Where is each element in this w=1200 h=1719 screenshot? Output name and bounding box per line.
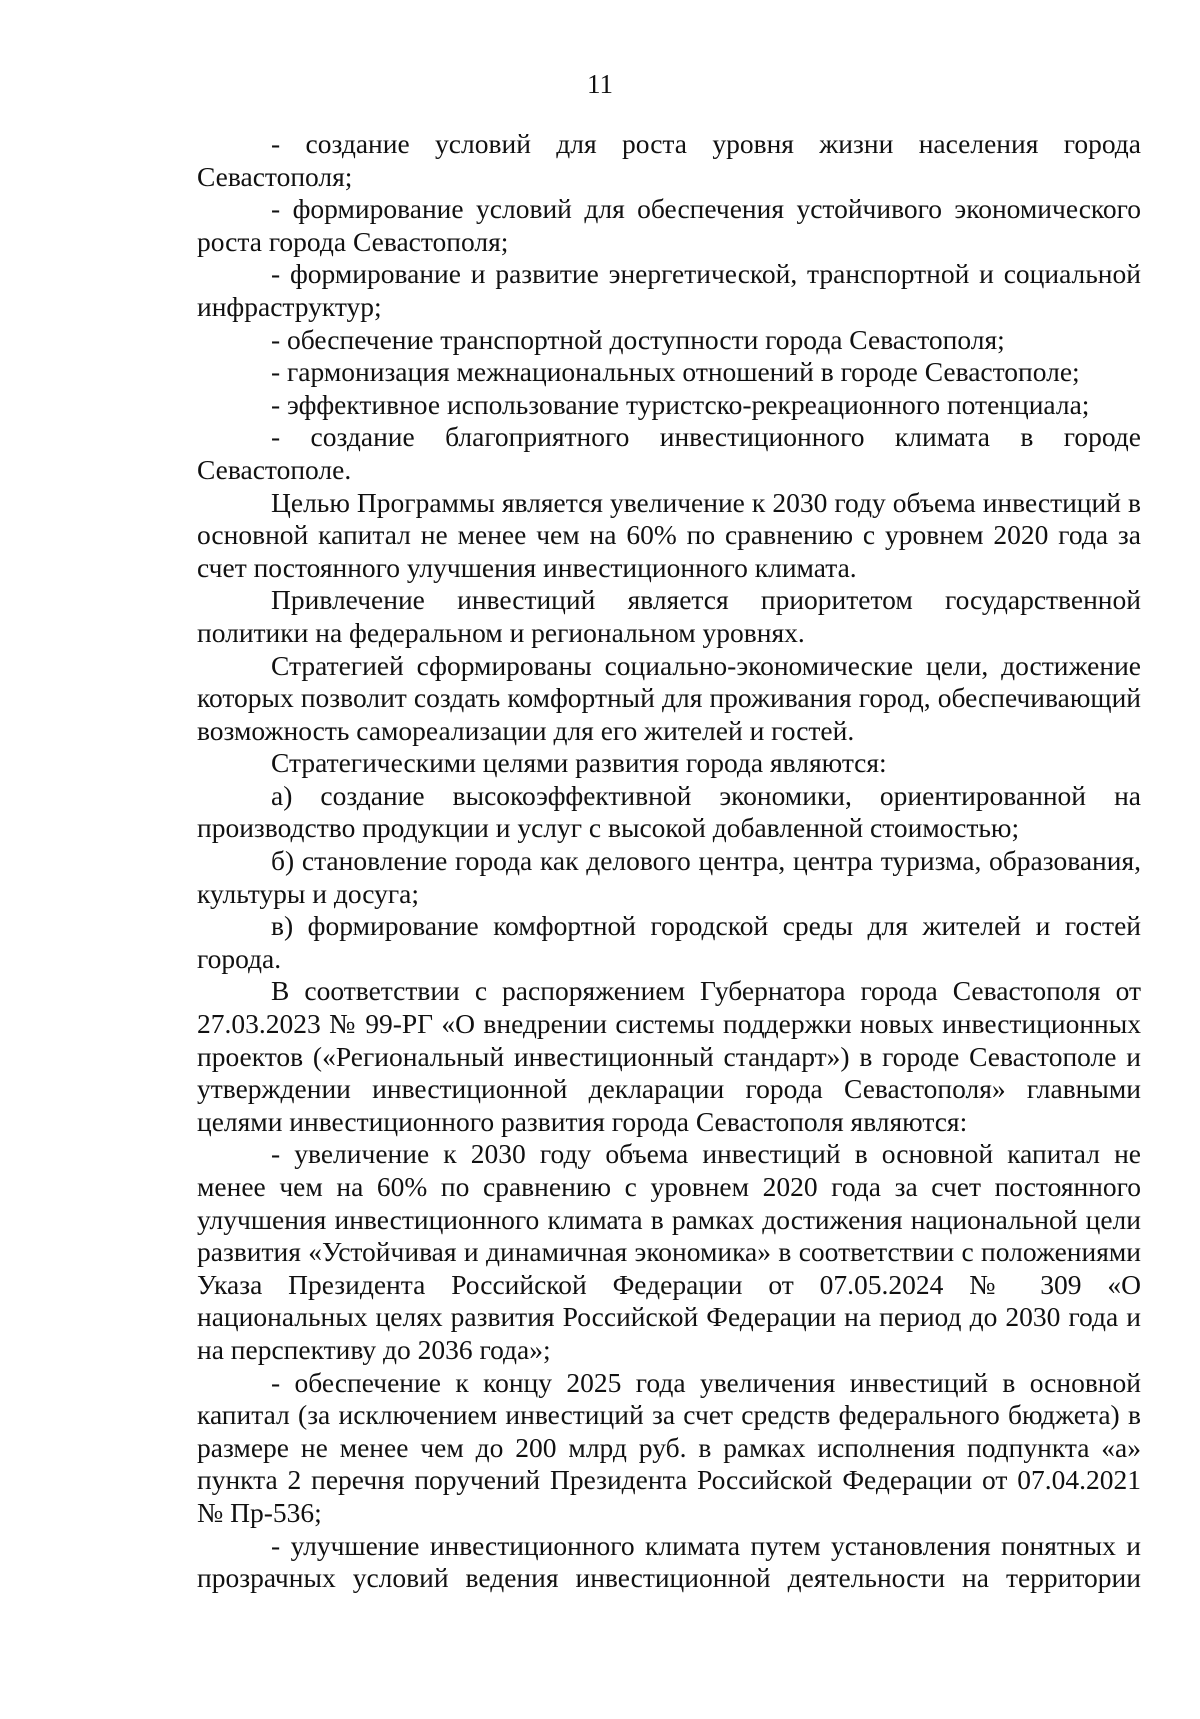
paragraph-investment-priority: Привлечение инвестиций является приоритетом государственной политики на федеральном и региональном уровнях. [197, 584, 1141, 648]
paragraph-strategy-goals: Стратегией сформированы социально-экономические цели, достижение которых позволит создать комфортный для проживания город, обеспечивающий возможность самореализации для его жителей и гостей. [197, 649, 1141, 746]
page-number: 11 [587, 69, 613, 99]
paragraph-strategic-goals-intro: Стратегическими целями развития города являются: [271, 747, 887, 779]
list-item-goal-a: а) создание высокоэффективной экономики, ориентированной на производство продукции и услуг с высокой добавленной стоимостью; [197, 779, 1141, 844]
list-item-infrastructure: - формирование и развитие энергетической, транспортной и социальной инфраструктур; [197, 258, 1141, 322]
paragraph-program-goal: Целью Программы является увеличение к 2030 году объема инвестиций в основной капитал не менее чем на 60% по сравнению с уровнем 2020 года за счет постоянного улучшения инвестиционного климата. [197, 486, 1141, 583]
document-body [197, 128, 1141, 1595]
list-item-economic-growth: - формирование условий для обеспечения устойчивого экономического роста города Севастополя; [197, 193, 1141, 257]
list-item-investment-increase-2030: - увеличение к 2030 году объема инвестиций в основной капитал не менее чем на 60% по сравнению с уровнем 2020 года за счет постоянного улучшения инвестиционного климата в рамках достижения национальной цели развития «Устойчивая и динамичная экономика» в соответствии с положениями Указа Президента Российской Федерации от 07.05.2024 № 309 «О национальных целях развития Российской Федерации на период до 2030 года и на перспективу до 2036 года»; [197, 1138, 1141, 1365]
paragraph-governor-order: В соответствии с распоряжением Губернатора города Севастополя от 27.03.2023 № 99-РГ «О внедрении системы поддержки новых инвестиционных проектов («Региональный инвестиционный стандарт») в городе Севастополе и утверждении инвестиционной декларации города Севастополя» главными целями инвестиционного развития города Севастополя являются: [197, 975, 1141, 1137]
list-item-tourism-potential: - эффективное использование туристско-рекреационного потенциала; [271, 388, 1090, 420]
list-item-investment-2025: - обеспечение к концу 2025 года увеличения инвестиций в основной капитал (за исключением инвестиций за счет средств федерального бюджета) в размере не менее чем до 200 млрд руб. в рамках исполнения подпункта «а» пункта 2 перечня поручений Президента Российской Федерации от 07.04.2021 № Пр-536; [197, 1366, 1141, 1528]
list-item-goal-c: в) формирование комфортной городской среды для жителей и гостей города. [197, 910, 1141, 974]
list-item-interethnic-relations: - гармонизация межнациональных отношений в городе Севастополе; [271, 356, 1080, 388]
list-item-living-standards: - создание условий для роста уровня жизни населения города Севастополя; [197, 128, 1141, 192]
list-item-transport-access: - обеспечение транспортной доступности города Севастополя; [271, 323, 1005, 355]
list-item-investment-climate: - создание благоприятного инвестиционного климата в городе Севастополе. [197, 421, 1141, 485]
list-item-goal-b: б) становление города как делового центра, центра туризма, образования, культуры и досуга; [197, 845, 1141, 909]
list-item-transparent-conditions: - улучшение инвестиционного климата путем установления понятных и прозрачных условий ведения инвестиционной деятельности на территории [197, 1529, 1141, 1594]
